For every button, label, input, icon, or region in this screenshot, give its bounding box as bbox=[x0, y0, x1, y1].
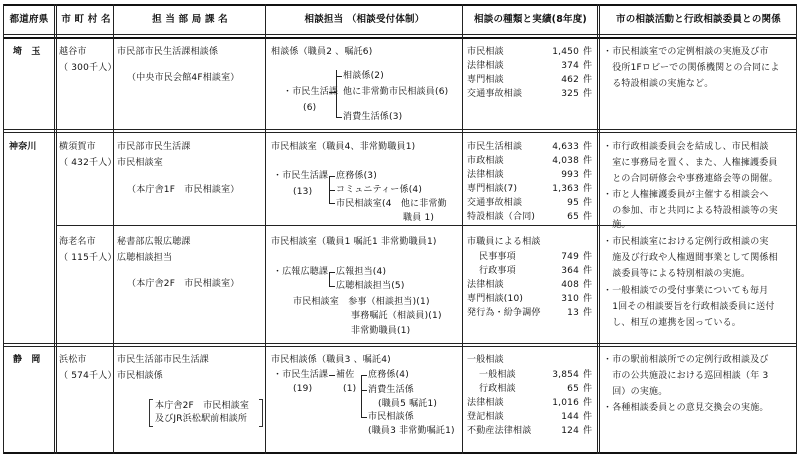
staff-hamamatsu-5: (職員5 嘱託1) bbox=[378, 399, 438, 409]
kind-unit: 件 bbox=[583, 280, 593, 290]
kind-value: 749 bbox=[561, 252, 579, 262]
kind-value: 993 bbox=[561, 170, 579, 180]
tree-branch bbox=[361, 390, 367, 391]
city-ebina: 海老名市 bbox=[59, 237, 96, 247]
staff-hamamatsu-2b: 補佐 bbox=[336, 370, 355, 380]
kind-unit: 件 bbox=[583, 47, 593, 57]
col-border-left bbox=[3, 4, 4, 454]
staff-yokosuka-2: ・市民生活課 bbox=[273, 171, 329, 181]
kind-unit: 件 bbox=[583, 212, 593, 222]
kind-name: 登記相談 bbox=[467, 412, 504, 422]
table-top-border bbox=[3, 4, 797, 6]
col-border-right bbox=[796, 4, 797, 454]
tree-branch bbox=[329, 375, 335, 376]
tree-branch bbox=[329, 203, 335, 204]
dept-hamamatsu-1: 市民生活部市民生活課 bbox=[117, 355, 210, 365]
kind-name: 法律相談 bbox=[467, 398, 504, 408]
tree-branch bbox=[329, 190, 335, 191]
kind-unit: 件 bbox=[583, 308, 593, 318]
tree-branch bbox=[329, 176, 335, 177]
tree-line-ebina bbox=[329, 272, 330, 286]
col-border-kinds bbox=[597, 4, 600, 454]
row-divider-saitama bbox=[3, 129, 797, 130]
relation-yokosuka-1: ・市行政相談委員会を結成し、市民相談 bbox=[603, 142, 769, 152]
relation-koshigaya-1: ・市民相談室での定例相談の実施及び市 bbox=[603, 47, 769, 57]
kind-name: 特設相談（合同) bbox=[467, 212, 536, 222]
header-staff: 相談担当 （相談受付体制） bbox=[304, 14, 425, 25]
kind-value: 1,016 bbox=[552, 398, 579, 408]
staff-hamamatsu-6: 市民相談係 bbox=[368, 412, 415, 422]
kind-value: 1,450 bbox=[552, 47, 579, 57]
staff-koshigaya-2: ・市民生活課 bbox=[283, 87, 339, 97]
row-divider-saitama-double bbox=[3, 132, 797, 133]
dept-ebina-2: 広聴相談担当 bbox=[117, 253, 173, 263]
staff-yokosuka-1: 市民相談室（職員4、非常勤職員1) bbox=[271, 142, 416, 152]
staff-ebina-5: 市民相談室 参事（相談担当)(1) bbox=[293, 297, 430, 307]
kind-name: 専門相談 bbox=[467, 75, 504, 85]
kind-unit: 件 bbox=[583, 294, 593, 304]
kind-name: 市民相談 bbox=[467, 47, 504, 57]
dept-koshigaya-2: （中央市民会館4F相談室） bbox=[127, 73, 240, 83]
staff-koshigaya-2n: (6) bbox=[303, 103, 317, 113]
relation-hamamatsu-4: ・各種相談委員との意見交換会の実施。 bbox=[603, 403, 769, 413]
staff-hamamatsu-4: 消費生活係 bbox=[368, 385, 415, 395]
staff-ebina-3: 広報担当(4) bbox=[336, 267, 387, 277]
pref-kanagawa: 神奈川 bbox=[9, 142, 37, 152]
staff-ebina-7: 非常勤職員(1) bbox=[351, 326, 411, 336]
relation-ebina-6: し、相互の連携を図っている。 bbox=[603, 318, 742, 328]
kind-unit: 件 bbox=[583, 198, 593, 208]
relation-ebina-5: 1回その相談要旨を行政相談委員に送付 bbox=[603, 302, 775, 312]
kind-name: 法律相談 bbox=[467, 61, 504, 71]
kind-unit: 件 bbox=[583, 252, 593, 262]
kind-value: 65 bbox=[567, 384, 579, 394]
tree-branch bbox=[329, 272, 335, 273]
pop-koshigaya: （ 300千人） bbox=[59, 63, 117, 73]
kind-value: 3,854 bbox=[552, 370, 579, 380]
header-city: 市 町 村 名 bbox=[61, 14, 111, 25]
kind-value: 364 bbox=[561, 266, 579, 276]
staff-hamamatsu-7: (職員3 非常勤嘱託1) bbox=[368, 426, 455, 436]
relation-koshigaya-3: る特設相談の実施など。 bbox=[603, 79, 714, 89]
kind-name: 専門相談(10) bbox=[467, 294, 524, 304]
kind-name: 発行為・紛争調停 bbox=[467, 308, 541, 318]
header-relation: 市の相談活動と行政相談委員との関係 bbox=[616, 14, 781, 25]
kind-value: 4,633 bbox=[552, 142, 579, 152]
dept-hamamatsu-3: 本庁舎2F 市民相談室 bbox=[155, 401, 250, 411]
kind-name: 専門相談(7) bbox=[467, 184, 518, 194]
col-border-pref bbox=[54, 4, 57, 454]
dept-yokosuka-1: 市民部市民生活課 bbox=[117, 142, 191, 152]
staff-yokosuka-3: 庶務係(3) bbox=[336, 171, 377, 181]
city-hamamatsu: 浜松市 bbox=[59, 355, 87, 365]
kind-name: 行政相談 bbox=[479, 384, 516, 394]
staff-koshigaya-4: 他に非常勤市民相談員(6) bbox=[343, 87, 449, 97]
kind-value: 144 bbox=[561, 412, 579, 422]
bracket-left bbox=[149, 399, 153, 427]
header-divider bbox=[3, 34, 797, 35]
row-divider-yokosuka bbox=[57, 225, 797, 226]
staff-hamamatsu-2n: (19) bbox=[293, 384, 313, 394]
header-kinds: 相談の種類と実績(8年度) bbox=[474, 14, 587, 25]
tree-branch bbox=[336, 76, 342, 77]
relation-hamamatsu-3: 回）の実施。 bbox=[603, 387, 668, 397]
relation-hamamatsu-1: ・市の駅前相談所での定例行政相談及び bbox=[603, 355, 769, 365]
table-bottom-border bbox=[3, 452, 797, 454]
relation-koshigaya-2: 役所1Fロビーでの関係機関との合同によ bbox=[603, 63, 780, 73]
city-koshigaya: 越谷市 bbox=[59, 47, 87, 57]
kind-unit: 件 bbox=[583, 75, 593, 85]
kinds-ebina-header: 市職員による相談 bbox=[467, 237, 541, 247]
kind-unit: 件 bbox=[583, 266, 593, 276]
relation-yokosuka-5: の参加、市と共同による特設相談等の実 bbox=[603, 206, 778, 216]
kind-unit: 件 bbox=[583, 412, 593, 422]
kind-value: 4,038 bbox=[552, 156, 579, 166]
kind-name: 民事事項 bbox=[479, 252, 516, 262]
col-border-dept bbox=[265, 4, 266, 454]
kind-value: 408 bbox=[561, 280, 579, 290]
staff-ebina-1: 市民相談室（職員1 嘱託1 非常勤職員1) bbox=[271, 237, 437, 247]
tree-branch bbox=[329, 286, 335, 287]
kinds-hamamatsu-header: 一般相談 bbox=[467, 355, 504, 365]
tree-line-hamamatsu bbox=[361, 375, 362, 417]
relation-ebina-3: 談委員等による特別相談の実施。 bbox=[603, 269, 751, 279]
tree-line-koshigaya bbox=[336, 70, 337, 118]
tree-branch bbox=[361, 417, 367, 418]
kind-name: 法律相談 bbox=[467, 280, 504, 290]
relation-yokosuka-4: ・市と人権擁護委員が主催する相談会へ bbox=[603, 190, 769, 200]
kind-value: 65 bbox=[567, 212, 579, 222]
kind-value: 310 bbox=[561, 294, 579, 304]
relation-yokosuka-3: との合同研修会や事務連絡会等の開催。 bbox=[603, 174, 778, 184]
kind-unit: 件 bbox=[583, 426, 593, 436]
consultation-table bbox=[3, 4, 797, 454]
staff-yokosuka-6: 職員 1) bbox=[403, 213, 435, 223]
relation-ebina-2: 施及び行政や人権週間事業として関係相 bbox=[603, 253, 778, 263]
staff-koshigaya-5: 消費生活係(3) bbox=[343, 112, 403, 122]
kind-unit: 件 bbox=[583, 170, 593, 180]
staff-hamamatsu-2: ・市民生活課 bbox=[273, 370, 329, 380]
kind-value: 374 bbox=[561, 61, 579, 71]
kind-name: 行政事項 bbox=[479, 266, 516, 276]
kind-name: 市政相談 bbox=[467, 156, 504, 166]
staff-hamamatsu-3: 庶務係(4) bbox=[368, 370, 409, 380]
kind-name: 法律相談 bbox=[467, 170, 504, 180]
kind-name: 交通事故相談 bbox=[467, 89, 523, 99]
pref-saitama: 埼 玉 bbox=[13, 47, 41, 57]
row-divider-kanagawa-double bbox=[3, 346, 797, 347]
city-yokosuka: 横須賀市 bbox=[59, 142, 96, 152]
kind-unit: 件 bbox=[583, 61, 593, 71]
staff-yokosuka-2n: (13) bbox=[293, 187, 313, 197]
row-divider-kanagawa bbox=[3, 343, 797, 344]
dept-yokosuka-3: （本庁舎1F 市民相談室） bbox=[127, 185, 240, 195]
dept-ebina-1: 秘書部広報広聴課 bbox=[117, 237, 191, 247]
kind-value: 325 bbox=[561, 89, 579, 99]
relation-yokosuka-6: 施。 bbox=[603, 220, 631, 230]
kind-value: 124 bbox=[561, 426, 579, 436]
kind-unit: 件 bbox=[583, 384, 593, 394]
kind-name: 交通事故相談 bbox=[467, 198, 523, 208]
kind-unit: 件 bbox=[583, 142, 593, 152]
pref-shizuoka: 静 岡 bbox=[13, 355, 41, 365]
dept-yokosuka-2: 市民相談室 bbox=[117, 158, 164, 168]
staff-koshigaya-1: 相談係（職員2 、嘱託6) bbox=[271, 47, 373, 57]
kind-value: 95 bbox=[567, 198, 579, 208]
staff-koshigaya-3: 相談係(2) bbox=[343, 71, 384, 81]
pop-yokosuka: （ 432千人） bbox=[59, 158, 117, 168]
tree-branch bbox=[329, 92, 336, 93]
bracket-right bbox=[259, 399, 263, 427]
tree-branch bbox=[361, 375, 367, 376]
staff-yokosuka-5: 市民相談室(4 他に非常勤 bbox=[336, 199, 447, 209]
pop-ebina: （ 115千人） bbox=[59, 253, 117, 263]
kind-name: 市民生活相談 bbox=[467, 142, 523, 152]
kind-unit: 件 bbox=[583, 184, 593, 194]
relation-ebina-4: ・一般相談での受付事業についても毎月 bbox=[603, 286, 769, 296]
header-divider-double bbox=[3, 37, 797, 39]
kind-name: 一般相談 bbox=[479, 370, 516, 380]
dept-koshigaya-1: 市民部市民生活課相談係 bbox=[117, 47, 219, 57]
kind-unit: 件 bbox=[583, 370, 593, 380]
header-dept: 担 当 部 局 課 名 bbox=[152, 14, 228, 25]
staff-yokosuka-4: コミュニティー係(4) bbox=[336, 185, 423, 195]
staff-ebina-2: ・広報広聴課 bbox=[273, 267, 329, 277]
staff-hamamatsu-1: 市民相談係（職員3 、嘱託4) bbox=[271, 355, 391, 365]
tree-branch bbox=[336, 117, 342, 118]
kind-unit: 件 bbox=[583, 156, 593, 166]
relation-yokosuka-2: 室に事務局を置く、また、人権擁護委員 bbox=[603, 158, 778, 168]
dept-hamamatsu-2: 市民相談係 bbox=[117, 371, 164, 381]
staff-ebina-6: 事務嘱託（相談員)(1) bbox=[351, 311, 442, 321]
col-border-staff bbox=[462, 4, 463, 454]
staff-hamamatsu-2bn: (1) bbox=[343, 384, 357, 394]
kind-unit: 件 bbox=[583, 398, 593, 408]
kind-name: 不動産法律相談 bbox=[467, 426, 532, 436]
pop-hamamatsu: （ 574千人） bbox=[59, 371, 117, 381]
dept-hamamatsu-4: 及びJR浜松駅前相談所 bbox=[155, 414, 248, 424]
staff-ebina-4: 広聴相談担当(5) bbox=[336, 281, 405, 291]
dept-ebina-3: （本庁舎2F 市民相談室） bbox=[127, 279, 240, 289]
relation-ebina-1: ・市民相談室における定例行政相談の実 bbox=[603, 237, 769, 247]
kind-unit: 件 bbox=[583, 89, 593, 99]
kind-value: 462 bbox=[561, 75, 579, 85]
header-pref: 都道府県 bbox=[9, 14, 49, 25]
kind-value: 13 bbox=[567, 308, 579, 318]
relation-hamamatsu-2: 市の公共施設における巡回相談（年 3 bbox=[603, 371, 769, 381]
kind-value: 1,363 bbox=[552, 184, 579, 194]
